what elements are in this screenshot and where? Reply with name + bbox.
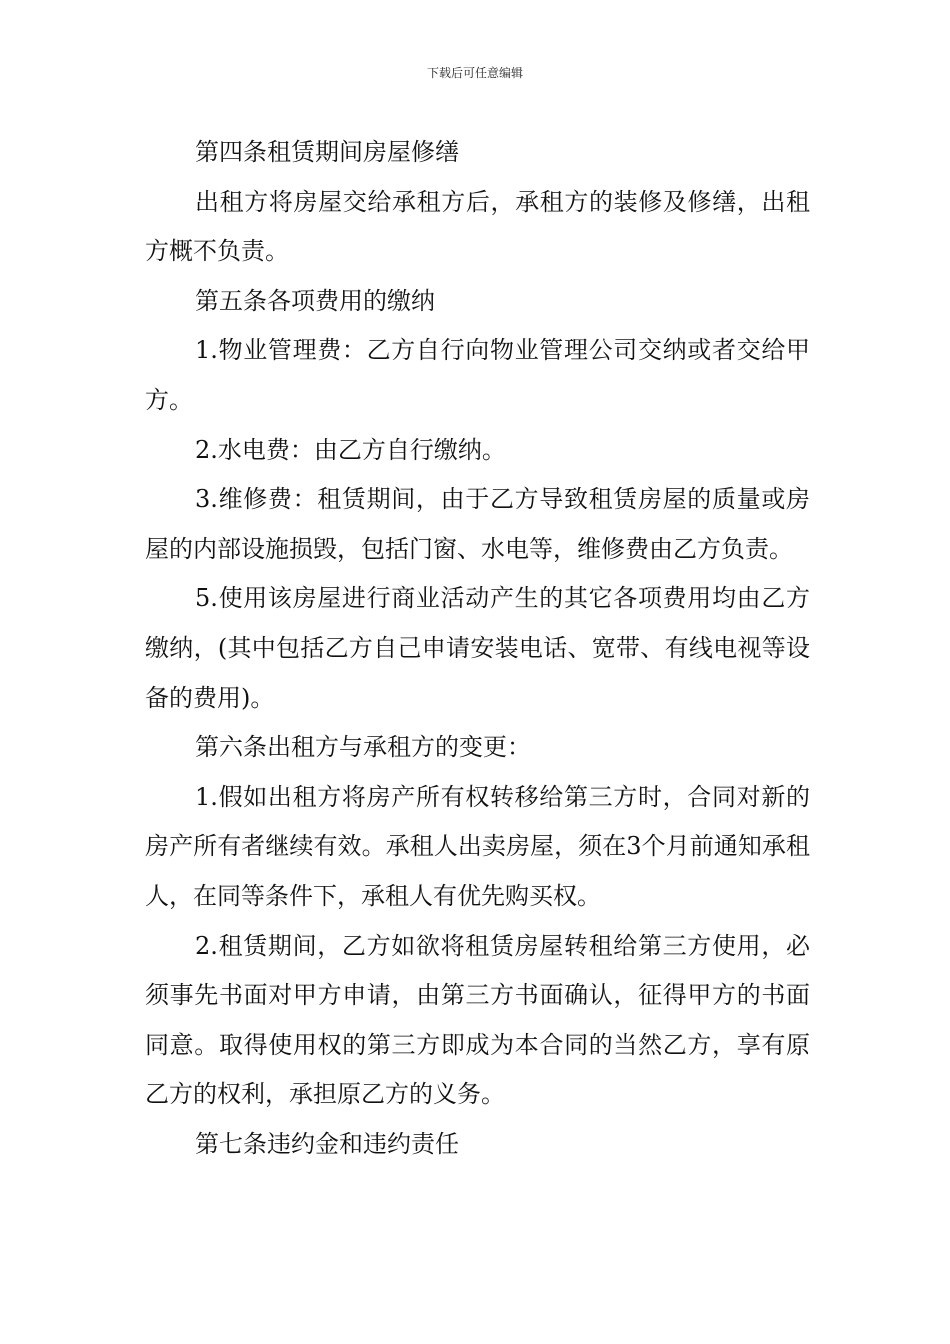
article-4-paragraph: 出租方将房屋交给承租方后，承租方的装修及修缮，出租方概不负责。: [145, 187, 810, 266]
article-6-item-1: 1.假如出租方将房产所有权转移给第三方时，合同对新的房产所有者继续有效。承租人出卖房屋，须在3个月前通知承租人，在同等条件下，承租人有优先购买权。: [145, 782, 810, 910]
article-5-heading: 第五条各项费用的缴纳: [195, 286, 435, 315]
article-4-heading: 第四条租赁期间房屋修缮: [195, 138, 459, 166]
article-6-heading: 第六条出租方与承租方的变更：: [195, 733, 531, 762]
article-5-item-2: 2.水电费：由乙方自行缴纳。: [195, 435, 506, 464]
article-7-heading: 第七条违约金和违约责任: [195, 1129, 459, 1158]
article-5-item-1: 1.物业管理费：乙方自行向物业管理公司交纳或者交给甲方。: [145, 336, 810, 414]
header-note: 下载后可任意编辑: [426, 66, 523, 80]
article-6-item-2: 2.租赁期间，乙方如欲将租赁房屋转租给第三方使用，必须事先书面对甲方申请，由第三方书面确认，征得甲方的书面同意。取得使用权的第三方即成为本合同的当然乙方，享有原乙方的权利，承担原乙方的义务。: [145, 931, 810, 1109]
article-5-item-3: 3.维修费：租赁期间，由于乙方导致租赁房屋的质量或房屋的内部设施损毁，包括门窗、水电等，维修费由乙方负责。: [145, 485, 810, 563]
article-5-item-5: 5.使用该房屋进行商业活动产生的其它各项费用均由乙方缴纳，(其中包括乙方自己申请安装电话、宽带、有线电视等设备的费用)。: [145, 584, 810, 712]
document-body: [145, 128, 810, 1169]
